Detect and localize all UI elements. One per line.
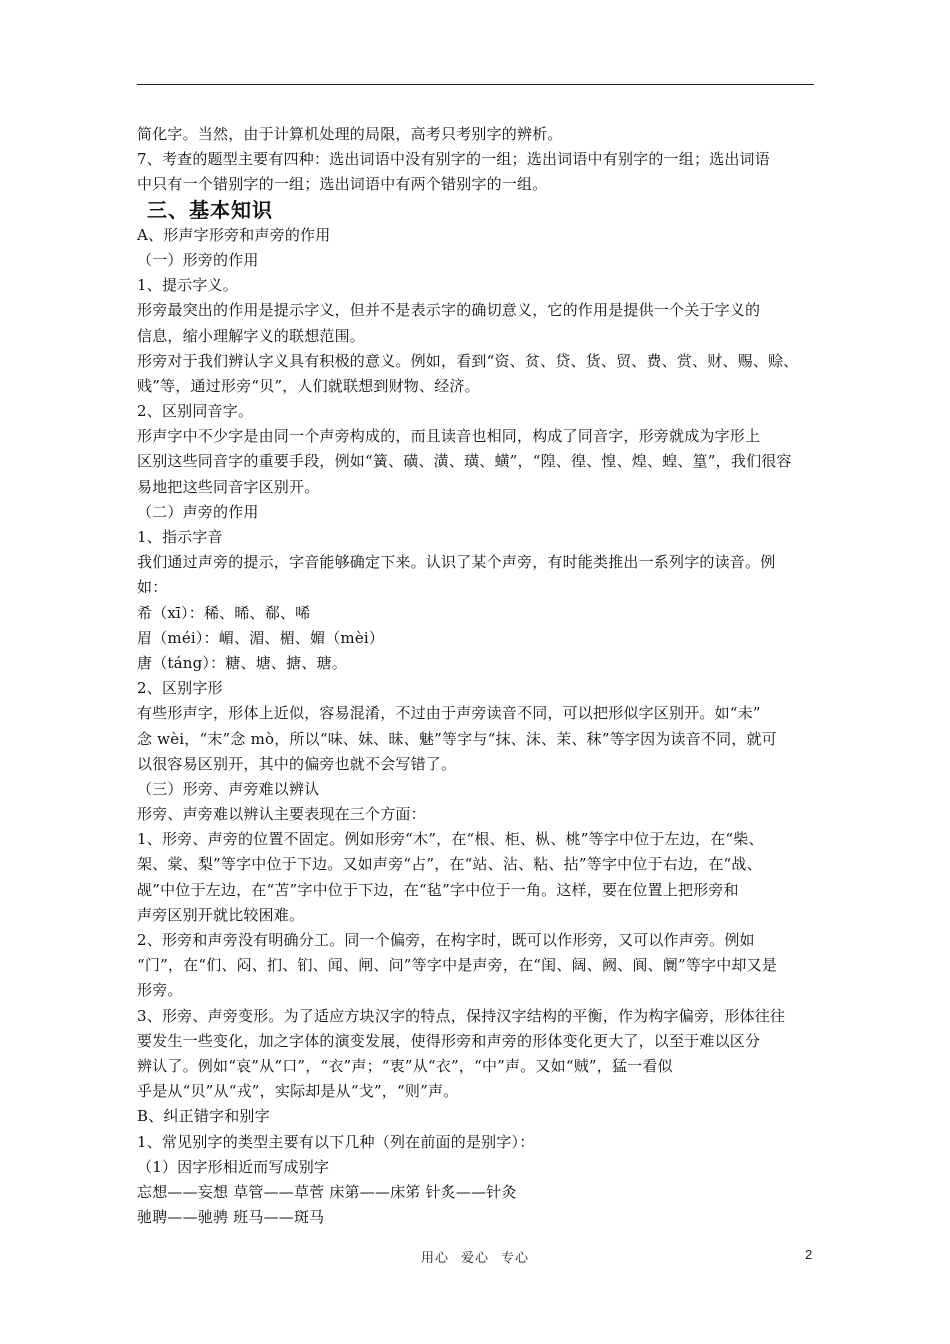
text-line: 形旁最突出的作用是提示字义，但并不是表示字的确切意义，它的作用是提供一个关于字义的 xyxy=(137,301,761,320)
text-line: 贱”等，通过形旁“贝”，人们就联想到财物、经济。 xyxy=(137,376,480,395)
text-line: B、纠正错字和别字 xyxy=(137,1107,270,1126)
text-line: 觇”中位于左边，在“苫”字中位于下边，在“毡”字中位于一角。这样，要在位置上把形旁和 xyxy=(137,880,739,899)
text-line: 2、区别同音字。 xyxy=(137,402,254,421)
footer-motto-1: 用心 xyxy=(420,1251,449,1266)
text-line: 7、考查的题型主要有四种：选出词语中没有别字的一组；选出词语中有别字的一组；选出词语 xyxy=(137,150,770,169)
text-line: 驰聘——驰骋 班马——斑马 xyxy=(137,1208,325,1227)
text-line: 以很容易区别开，其中的偏旁也就不会写错了。 xyxy=(137,754,457,773)
footer-motto-3: 专心 xyxy=(501,1251,530,1266)
text-line: 简化字。当然，由于计算机处理的局限，高考只考别字的辨析。 xyxy=(137,125,563,143)
text-line: 形旁、声旁难以辨认主要表现在三个方面： xyxy=(137,805,426,824)
text-line: “门”，在“们、闷、扪、钔、闻、闸、问”等字中是声旁，在“闺、阔、阙、阆、阛”等字中却又是 xyxy=(137,956,778,975)
text-line: 要发生一些变化，加之字体的演变发展，使得形旁和声旁的形体变化更大了，以至于难以区分 xyxy=(137,1031,761,1050)
text-line: （二）声旁的作用 xyxy=(137,502,259,521)
text-line: 2、区别字形 xyxy=(137,679,223,698)
text-line: 希（xī）：稀、晞、郗、唏 xyxy=(137,603,311,622)
text-line: 2、形旁和声旁没有明确分工。同一个偏旁，在构字时，既可以作形旁，又可以作声旁。例如 xyxy=(137,931,755,949)
page-number: 2 xyxy=(805,1247,813,1262)
text-line: 中只有一个错别字的一组；选出词语中有两个错别字的一组。 xyxy=(137,175,548,194)
text-line: 架、棠、梨”等字中位于下边。又如声旁“占”，在“站、沾、粘、拈”等字中位于右边，在“战、 xyxy=(137,855,762,874)
text-line: （一）形旁的作用 xyxy=(137,250,259,269)
header-rule xyxy=(137,84,814,85)
text-line: 念 wèi，“末”念 mò，所以“味、妹、昧、魅”等字与“抹、沫、茉、秣”等字因为读音不同，就可 xyxy=(137,729,777,748)
text-line: 眉（méi）：嵋、湄、楣、媚（mèi） xyxy=(137,628,385,647)
text-line: 忘想——妄想 草管——草菅 床第——床笫 针炙——针灸 xyxy=(137,1182,517,1201)
text-line: 易地把这些同音字区别开。 xyxy=(137,477,320,496)
text-line: 3、形旁、声旁变形。为了适应方块汉字的特点，保持汉字结构的平衡，作为构字偏旁，形体往往 xyxy=(137,1006,786,1025)
text-line: A、形声字形旁和声旁的作用 xyxy=(137,225,331,244)
text-line: 声旁区别开就比较困难。 xyxy=(137,905,305,924)
text-line: 1、形旁、声旁的位置不固定。例如形旁“木”，在“根、柜、枞、桃”等字中位于左边，在“柴、 xyxy=(137,830,764,849)
footer-motto-2: 爱心 xyxy=(460,1251,489,1266)
text-line: （1）因字形相近而写成别字 xyxy=(137,1157,330,1176)
text-line: 1、常见别字的类型主要有以下几种（列在前面的是别字）： xyxy=(137,1132,535,1151)
section-heading: 三、基本知识 xyxy=(147,197,273,222)
text-line: 区别这些同音字的重要手段，例如“簧、磺、潢、璜、蟥”，“隍、徨、惶、煌、蝗、篁”，我们很容 xyxy=(137,452,792,471)
text-line: 如： xyxy=(137,578,168,597)
text-line: 唐（táng）：糖、塘、搪、瑭。 xyxy=(137,653,347,672)
text-line: 形旁。 xyxy=(137,981,183,1000)
text-line: 我们通过声旁的提示，字音能够确定下来。认识了某个声旁，有时能类推出一系列字的读音。例 xyxy=(137,553,776,572)
text-line: 有些形声字，形体上近似，容易混淆，不过由于声旁读音不同，可以把形似字区别开。如“未” xyxy=(137,704,761,723)
text-line: 形旁对于我们辨认字义具有积极的意义。例如，看到“资、贫、贷、货、贸、费、赏、财、赐、赊、 xyxy=(137,351,799,370)
text-line: 形声字中不少字是由同一个声旁构成的，而且读音也相同，构成了同音字，形旁就成为字形上 xyxy=(137,427,761,446)
text-line: 乎是从“贝”从“戎”，实际却是从“戈”，“则”声。 xyxy=(137,1082,459,1101)
text-line: 信息，缩小理解字义的联想范围。 xyxy=(137,326,366,345)
text-line: 1、提示字义。 xyxy=(137,276,238,295)
text-line: 辨认了。例如“哀”从“口”，“衣”声；“衷”从“衣”，“中”声。又如“贼”，猛一看似 xyxy=(137,1056,673,1075)
text-line: （三）形旁、声旁难以辨认 xyxy=(137,779,320,798)
text-line: 1、指示字音 xyxy=(137,528,223,546)
document-body xyxy=(137,122,815,1230)
